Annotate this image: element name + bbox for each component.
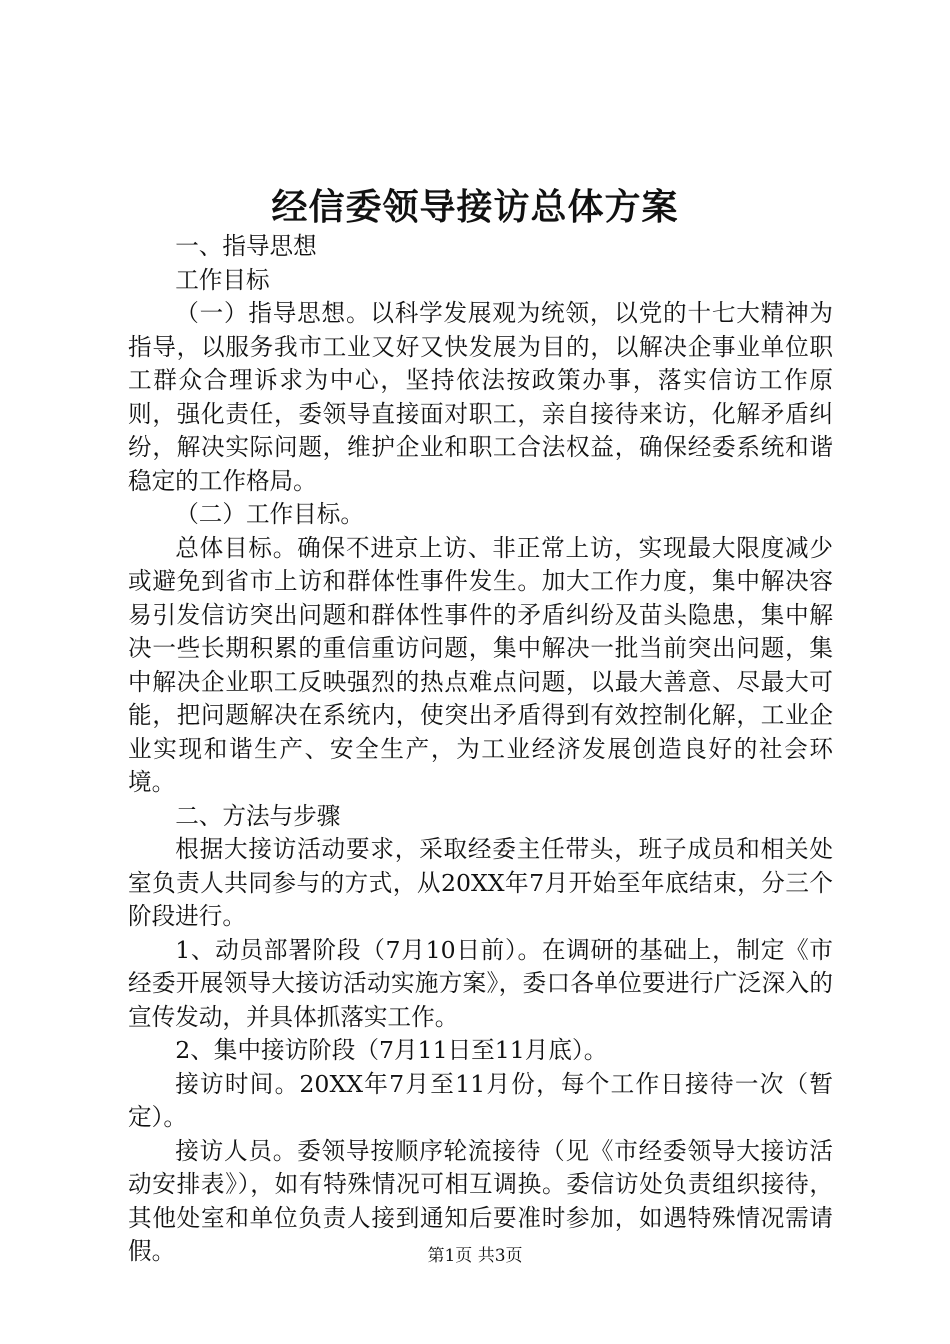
subheading-work-objective: （二）工作目标。 [175, 500, 364, 528]
page-footer: 第1页 共3页 [427, 1246, 523, 1266]
paragraph-activity-requirements: 根据大接访活动要求，采取经委主任带头，班子成员和相关处室负责人共同参与的方式，从20XX年7月开始至年底结束，分三个阶段进行。 [128, 835, 833, 930]
paragraph-reception-time: 接访时间。20XX年7月至11月份，每个工作日接待一次（暂定）。 [128, 1069, 833, 1131]
paragraph-overall-objective: 总体目标。确保不进京上访、非正常上访，实现最大限度减少或避免到省市上访和群体性事件发生。加大工作力度，集中解决容易引发信访突出问题和群体性事件的矛盾纠纷及苗头隐患，集中解决一些长期积累的重信重访问题，集中解决一批当前突出问题，集中解决企业职工反映强烈的热点难点问题，以最大善意、尽最大可能，把问题解决在系统内，使突出矛盾得到有效控制化解，工业企业实现和谐生产、安全生产，为工业经济发展创造良好的社会环境。 [128, 533, 833, 796]
paragraph-stage-intensive-reception: 2、集中接访阶段（7月11日至11月底）。 [175, 1036, 608, 1064]
paragraph-stage-mobilization: 1、动员部署阶段（7月10日前）。在调研的基础上，制定《市经委开展领导大接访活动实施方案》，委口各单位要进行广泛深入的宣传发动，并具体抓落实工作。 [128, 935, 833, 1031]
paragraph-guiding-thought: （一）指导思想。以科学发展观为统领，以党的十七大精神为指导，以服务我市工业又好又快发展为目的，以解决企事业单位职工群众合理诉求为中心，坚持依法按政策办事，落实信访工作原则，强化责任，委领导直接面对职工，亲自接待来访，化解矛盾纠纷，解决实际问题，维护企业和职工合法权益，确保经委系统和谐稳定的工作格局。 [128, 299, 833, 495]
section-heading-methods-steps: 二、方法与步骤 [175, 801, 341, 830]
subheading-work-goal: 工作目标 [175, 265, 270, 294]
document-title: 经信委领导接访总体方案 [271, 186, 679, 228]
document-body [128, 230, 833, 1269]
paragraph-reception-personnel: 接访人员。委领导按顺序轮流接待（见《市经委领导大接访活动安排表》），如有特殊情况可相互调换。委信访处负责组织接待，其他处室和单位负责人接到通知后要准时参加，如遇特殊情况需请假。 [128, 1136, 833, 1265]
section-heading-guiding-thought: 一、指导思想 [175, 232, 317, 260]
